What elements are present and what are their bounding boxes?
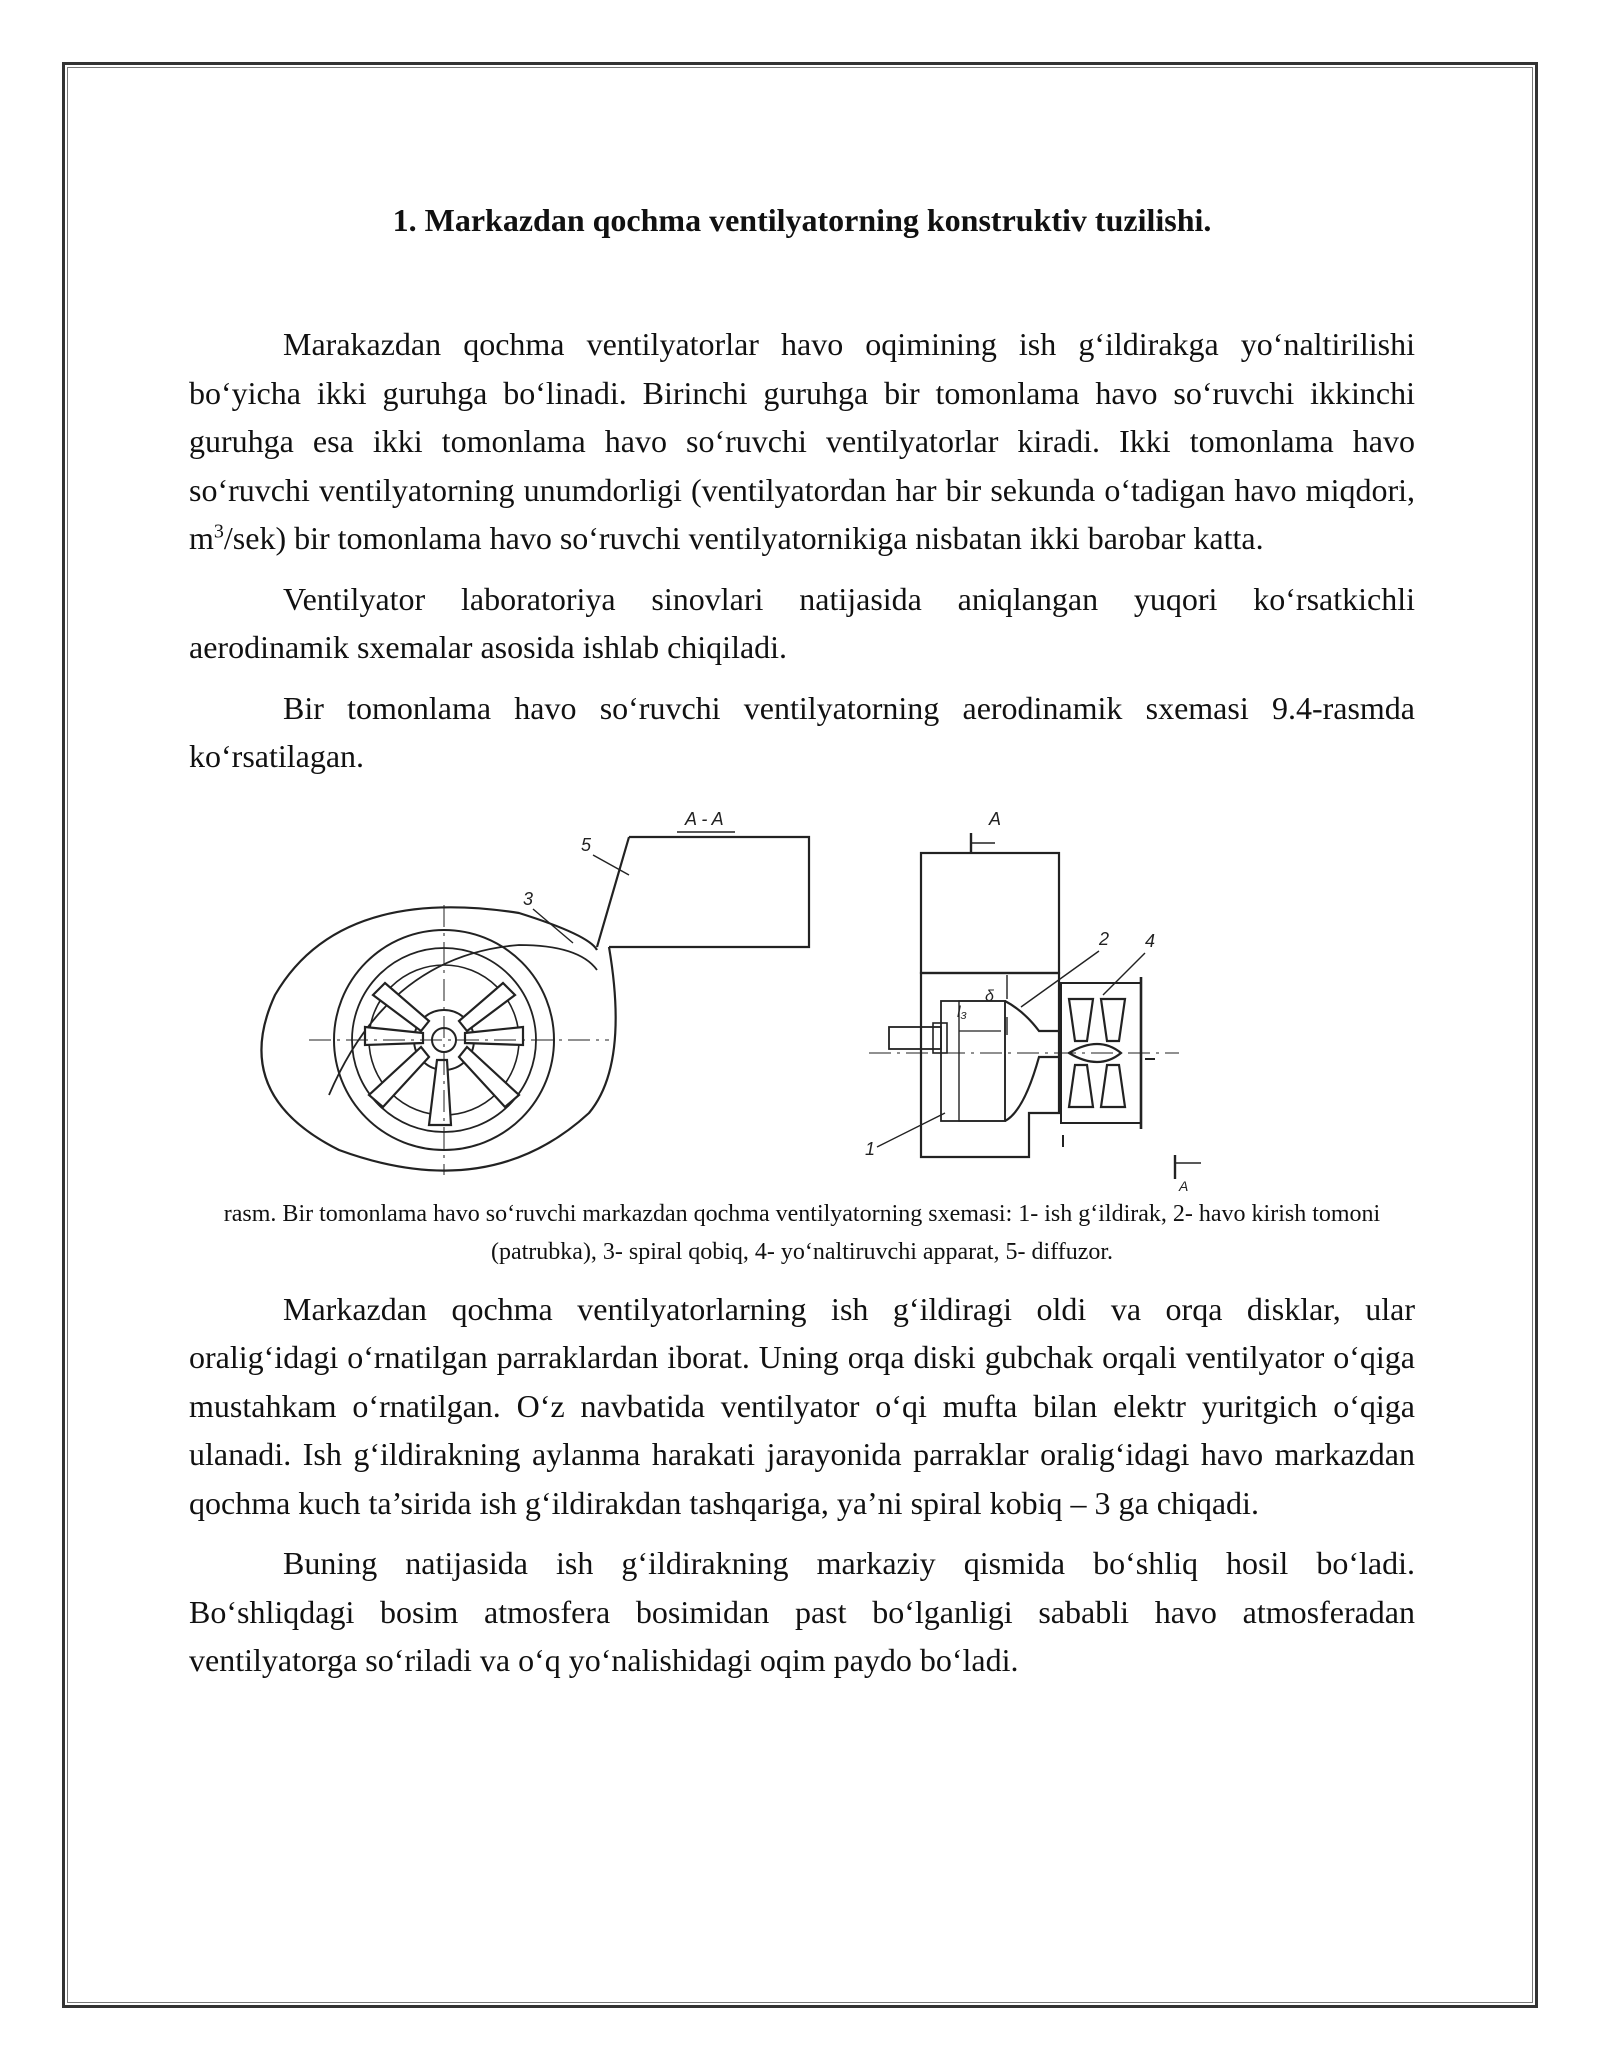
paragraph-1-text-b: /sek) bir tomonlama havo so‘ruvchi ventilyatornikiga nisbatan ikki barobar katta.: [223, 520, 1264, 556]
figure-caption: rasm. Bir tomonlama havo so‘ruvchi markazdan qochma ventilyatorning sxemasi: 1- ish g‘ildirak, 2- havo kirish tomoni (patrubka), 3- spiral qobiq, 4- yo‘naltiruvchi apparat, 5- diffuzor.: [223, 1200, 1381, 1265]
paragraph-3: Bir tomonlama havo so‘ruvchi ventilyatorning aerodinamik sxemasi 9.4-rasmda ko‘rsatilagan.: [189, 689, 1415, 774]
view-mark-top: A: [989, 808, 1002, 829]
fan-schematic-figure: [189, 795, 1415, 1195]
figure-label-5: 5: [581, 834, 592, 855]
paragraph-1: [189, 320, 1415, 563]
document-body: [189, 180, 1415, 1685]
figure-label-3: 3: [523, 888, 534, 909]
dim-delta: δ: [985, 987, 994, 1005]
paragraph-1-text-a: Marakazdan qochma ventilyatorlar havo oqimining ish g‘ildirakga yo‘naltirilishi bo‘yicha ikki guruhga bo‘linadi. Birinchi guruhga bir tomonlama havo so‘ruvchi ikkinchi guruhga esa ikki tomonlama havo so‘ruvchi ventilyatorlar kiradi. Ikki tomonlama havo so‘ruvchi ventilyatorning unumdorligi (ventilyatordan har bir sekunda o‘tadigan havo miqdori, m: [189, 326, 1415, 556]
figure-label-4: 4: [1145, 930, 1156, 951]
fan-schematic-drawing: [189, 795, 1415, 1195]
section-heading: 1. Markazdan qochma ventilyatorning konstruktiv tuzilishi.: [392, 202, 1212, 238]
figure-label-2: 2: [1099, 928, 1110, 949]
view-mark-bottom: A: [1179, 1177, 1189, 1194]
figure-label-1: 1: [865, 1138, 876, 1159]
paragraph-2: Ventilyator laboratoriya sinovlari natijasida aniqlangan yuqori ko‘rsatkichli aerodinamik sxemalar asosida ishlab chiqiladi.: [189, 580, 1415, 665]
section-label: A - A: [685, 808, 724, 829]
superscript-3: 3: [213, 520, 224, 543]
paragraph-5: Buning natijasida ish g‘ildirakning markaziy qismida bo‘shliq hosil bo‘ladi. Bo‘shliqdagi bosim atmosfera bosimidan past bo‘lganligi sababli havo atmosferadan ventilyatorga so‘riladi va o‘q yo‘nalishidagi oqim paydo bo‘ladi.: [189, 1545, 1415, 1678]
dim-l3: l₃: [957, 1003, 967, 1021]
paragraph-4: Markazdan qochma ventilyatorlarning ish g‘ildiragi oldi va orqa disklar, ular oralig‘idagi o‘rnatilgan parraklardan iborat. Uning orqa diski gubchak orqali ventilyator o‘qiga mustahkam o‘rnatilgan. O‘z navbatida ventilyator o‘qi mufta bilan elektr yuritgich o‘qiga ulanadi. Ish g‘ildirakning aylanma harakati jarayonida parraklar oralig‘idagi havo markazdan qochma kuch ta’sirida ish g‘ildirakdan tashqariga, ya’ni spiral kobiq – 3 ga chiqadi.: [189, 1290, 1415, 1521]
